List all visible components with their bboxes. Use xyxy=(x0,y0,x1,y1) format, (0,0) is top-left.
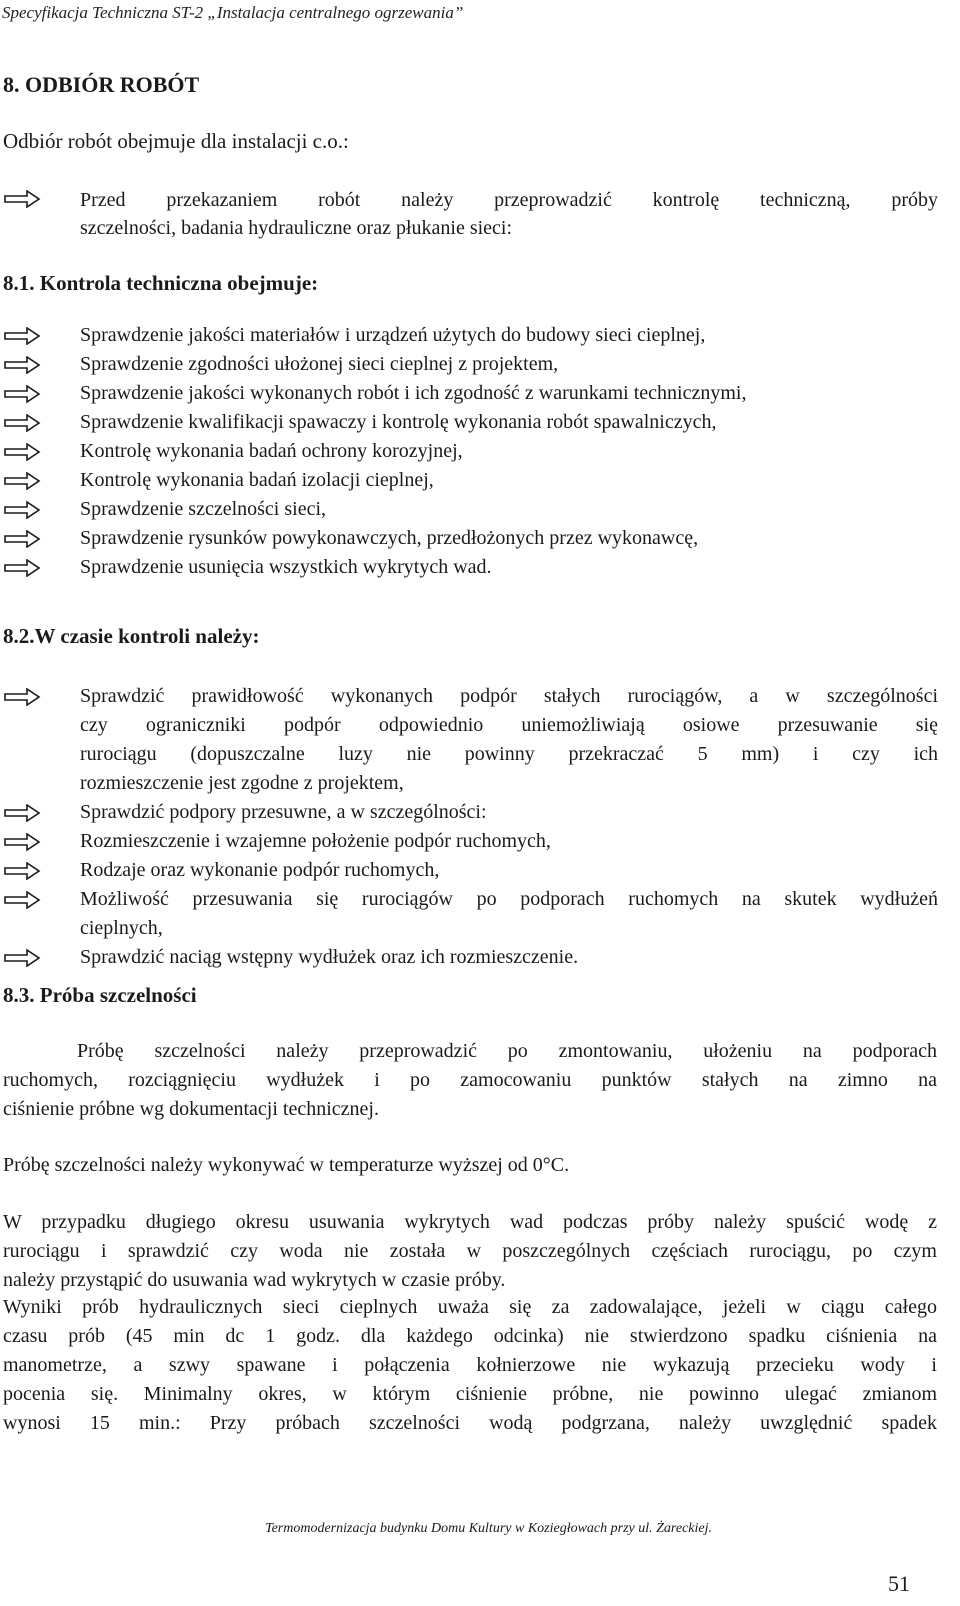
page-header: Specyfikacja Techniczna ST-2 „Instalacja centralnego ogrzewania” xyxy=(2,3,464,22)
list-item-text: Kontrolę wykonania badań izolacji cieplnej, xyxy=(80,469,434,491)
list-item xyxy=(3,379,938,408)
list-item-text: rozmieszczenie jest zgodne z projektem, xyxy=(80,772,404,794)
intro-text: Odbiór robót obejmuje dla instalacji c.o.: xyxy=(3,129,349,153)
pre-bullet-line2: szczelności, badania hydrauliczne oraz płukanie sieci: xyxy=(80,217,513,239)
arrow-right-icon xyxy=(3,414,41,432)
arrow-right-icon xyxy=(3,443,41,461)
arrow-right-icon xyxy=(3,385,41,403)
arrow-right-icon xyxy=(3,688,41,706)
list-item-text: Sprawdzenie rysunków powykonawczych, przedłożonych przez wykonawcę, xyxy=(80,527,699,549)
list-item-text: Sprawdzić prawidłowość wykonanych podpór stałych rurociągów, a w szczególności xyxy=(80,685,938,707)
arrow-right-icon xyxy=(3,862,41,880)
pre-bullet xyxy=(3,186,938,242)
list-item xyxy=(3,437,938,466)
list-item xyxy=(3,798,938,827)
list-item-text: Sprawdzić podpory przesuwne, a w szczególności: xyxy=(80,801,487,823)
arrow-right-icon xyxy=(3,501,41,519)
list-item xyxy=(3,943,938,972)
list-item-text: Sprawdzenie szczelności sieci, xyxy=(80,498,327,520)
arrow-right-icon xyxy=(3,327,41,345)
paragraph-line: W przypadku długiego okresu usuwania wykrytych wad podczas próby należy spuścić wodę z xyxy=(3,1211,937,1233)
paragraph-3 xyxy=(3,1208,937,1295)
list-item-text: Kontrolę wykonania badań ochrony korozyjnej, xyxy=(80,440,463,462)
arrow-right-icon xyxy=(3,190,41,208)
list-item-text: Sprawdzić naciąg wstępny wydłużek oraz ich rozmieszczenie. xyxy=(80,946,579,968)
arrow-right-icon xyxy=(3,833,41,851)
list-item-text: Sprawdzenie jakości materiałów i urządzeń użytych do budowy sieci cieplnej, xyxy=(80,324,706,346)
paragraph-4 xyxy=(3,1293,937,1438)
list-item-text: rurociągu (dopuszczalne luzy nie powinny przekraczać 5 mm) i czy ich xyxy=(80,743,938,765)
paragraph-line: Próbę szczelności należy przeprowadzić po zmontowaniu, ułożeniu na podporach xyxy=(77,1040,937,1062)
list-item xyxy=(3,321,938,350)
list-item-text: Sprawdzenie zgodności ułożonej sieci cieplnej z projektem, xyxy=(80,353,559,375)
list-item xyxy=(3,856,938,885)
list-item xyxy=(3,466,938,495)
paragraph-line: należy przystąpić do usuwania wad wykrytych w czasie próby. xyxy=(3,1269,506,1291)
list-item-text: Sprawdzenie kwalifikacji spawaczy i kontrolę wykonania robót spawalniczych, xyxy=(80,411,717,433)
subsection-8-1-title: 8.1. Kontrola techniczna obejmuje: xyxy=(3,271,319,295)
list-item xyxy=(3,827,938,856)
subsection-8-2-title: 8.2.W czasie kontroli należy: xyxy=(3,624,260,648)
subsection-8-3-title: 8.3. Próba szczelności xyxy=(3,983,197,1007)
pre-bullet-line1: Przed przekazaniem robót należy przeprowadzić kontrolę techniczną, próby xyxy=(80,189,938,211)
arrow-right-icon xyxy=(3,356,41,374)
list-item xyxy=(3,495,938,524)
list-item xyxy=(3,885,938,943)
paragraph-2 xyxy=(3,1151,937,1180)
paragraph-line: czasu prób (45 min dc 1 godz. dla każdego odcinka) nie stwierdzono spadku ciśnienia na xyxy=(3,1325,937,1347)
checklist-8-1 xyxy=(3,321,938,582)
page-number: 51 xyxy=(888,1571,910,1596)
list-item-text: cieplnych, xyxy=(80,917,163,939)
paragraph-line: pocenia się. Minimalny okres, w którym ciśnienie próbne, nie powinno ulegać zmianom xyxy=(3,1383,937,1405)
arrow-right-icon xyxy=(3,530,41,548)
arrow-right-icon xyxy=(3,804,41,822)
arrow-right-icon xyxy=(3,949,41,967)
paragraph-line: Wyniki prób hydraulicznych sieci cieplnych uważa się za zadowalające, jeżeli w ciągu całego xyxy=(3,1296,937,1318)
checklist-8-2 xyxy=(3,682,938,972)
list-item xyxy=(3,408,938,437)
list-item-text: Sprawdzenie usunięcia wszystkich wykrytych wad. xyxy=(80,556,492,578)
arrow-right-icon xyxy=(3,472,41,490)
arrow-right-icon xyxy=(3,891,41,909)
paragraph-line: wynosi 15 min.: Przy próbach szczelności wodą podgrzana, należy uwzględnić spadek xyxy=(3,1412,937,1434)
list-item xyxy=(3,350,938,379)
list-item-text: czy ograniczniki podpór odpowiednio uniemożliwiają osiowe przesuwanie się xyxy=(80,714,938,736)
list-item-text: Sprawdzenie jakości wykonanych robót i ich zgodność z warunkami technicznymi, xyxy=(80,382,747,404)
paragraph-line: manometrze, a szwy spawane i połączenia kołnierzowe nie wykazują przecieku wody i xyxy=(3,1354,937,1376)
list-item xyxy=(3,524,938,553)
paragraph-line: ruchomych, rozciągnięciu wydłużek i po zamocowaniu punktów stałych na zimno na xyxy=(3,1069,937,1091)
list-item-text: Możliwość przesuwania się rurociągów po podporach ruchomych na skutek wydłużeń xyxy=(80,888,938,910)
list-item-text: Rodzaje oraz wykonanie podpór ruchomych, xyxy=(80,859,440,881)
paragraph-line: rurociągu i sprawdzić czy woda nie została w poszczególnych częściach rurociągu, po czym xyxy=(3,1240,937,1262)
paragraph-line: ciśnienie próbne wg dokumentacji technicznej. xyxy=(3,1098,379,1120)
list-item xyxy=(3,682,938,798)
page-footer: Termomodernizacja budynku Domu Kultury w Koziegłowach przy ul. Żareckiej. xyxy=(265,1521,712,1536)
list-item xyxy=(3,553,938,582)
paragraph-line: Próbę szczelności należy wykonywać w temperaturze wyższej od 0°C. xyxy=(3,1154,570,1176)
paragraph-1 xyxy=(3,1037,937,1124)
arrow-right-icon xyxy=(3,559,41,577)
list-item-text: Rozmieszczenie i wzajemne położenie podpór ruchomych, xyxy=(80,830,551,852)
section-title: 8. ODBIÓR ROBÓT xyxy=(3,72,200,97)
